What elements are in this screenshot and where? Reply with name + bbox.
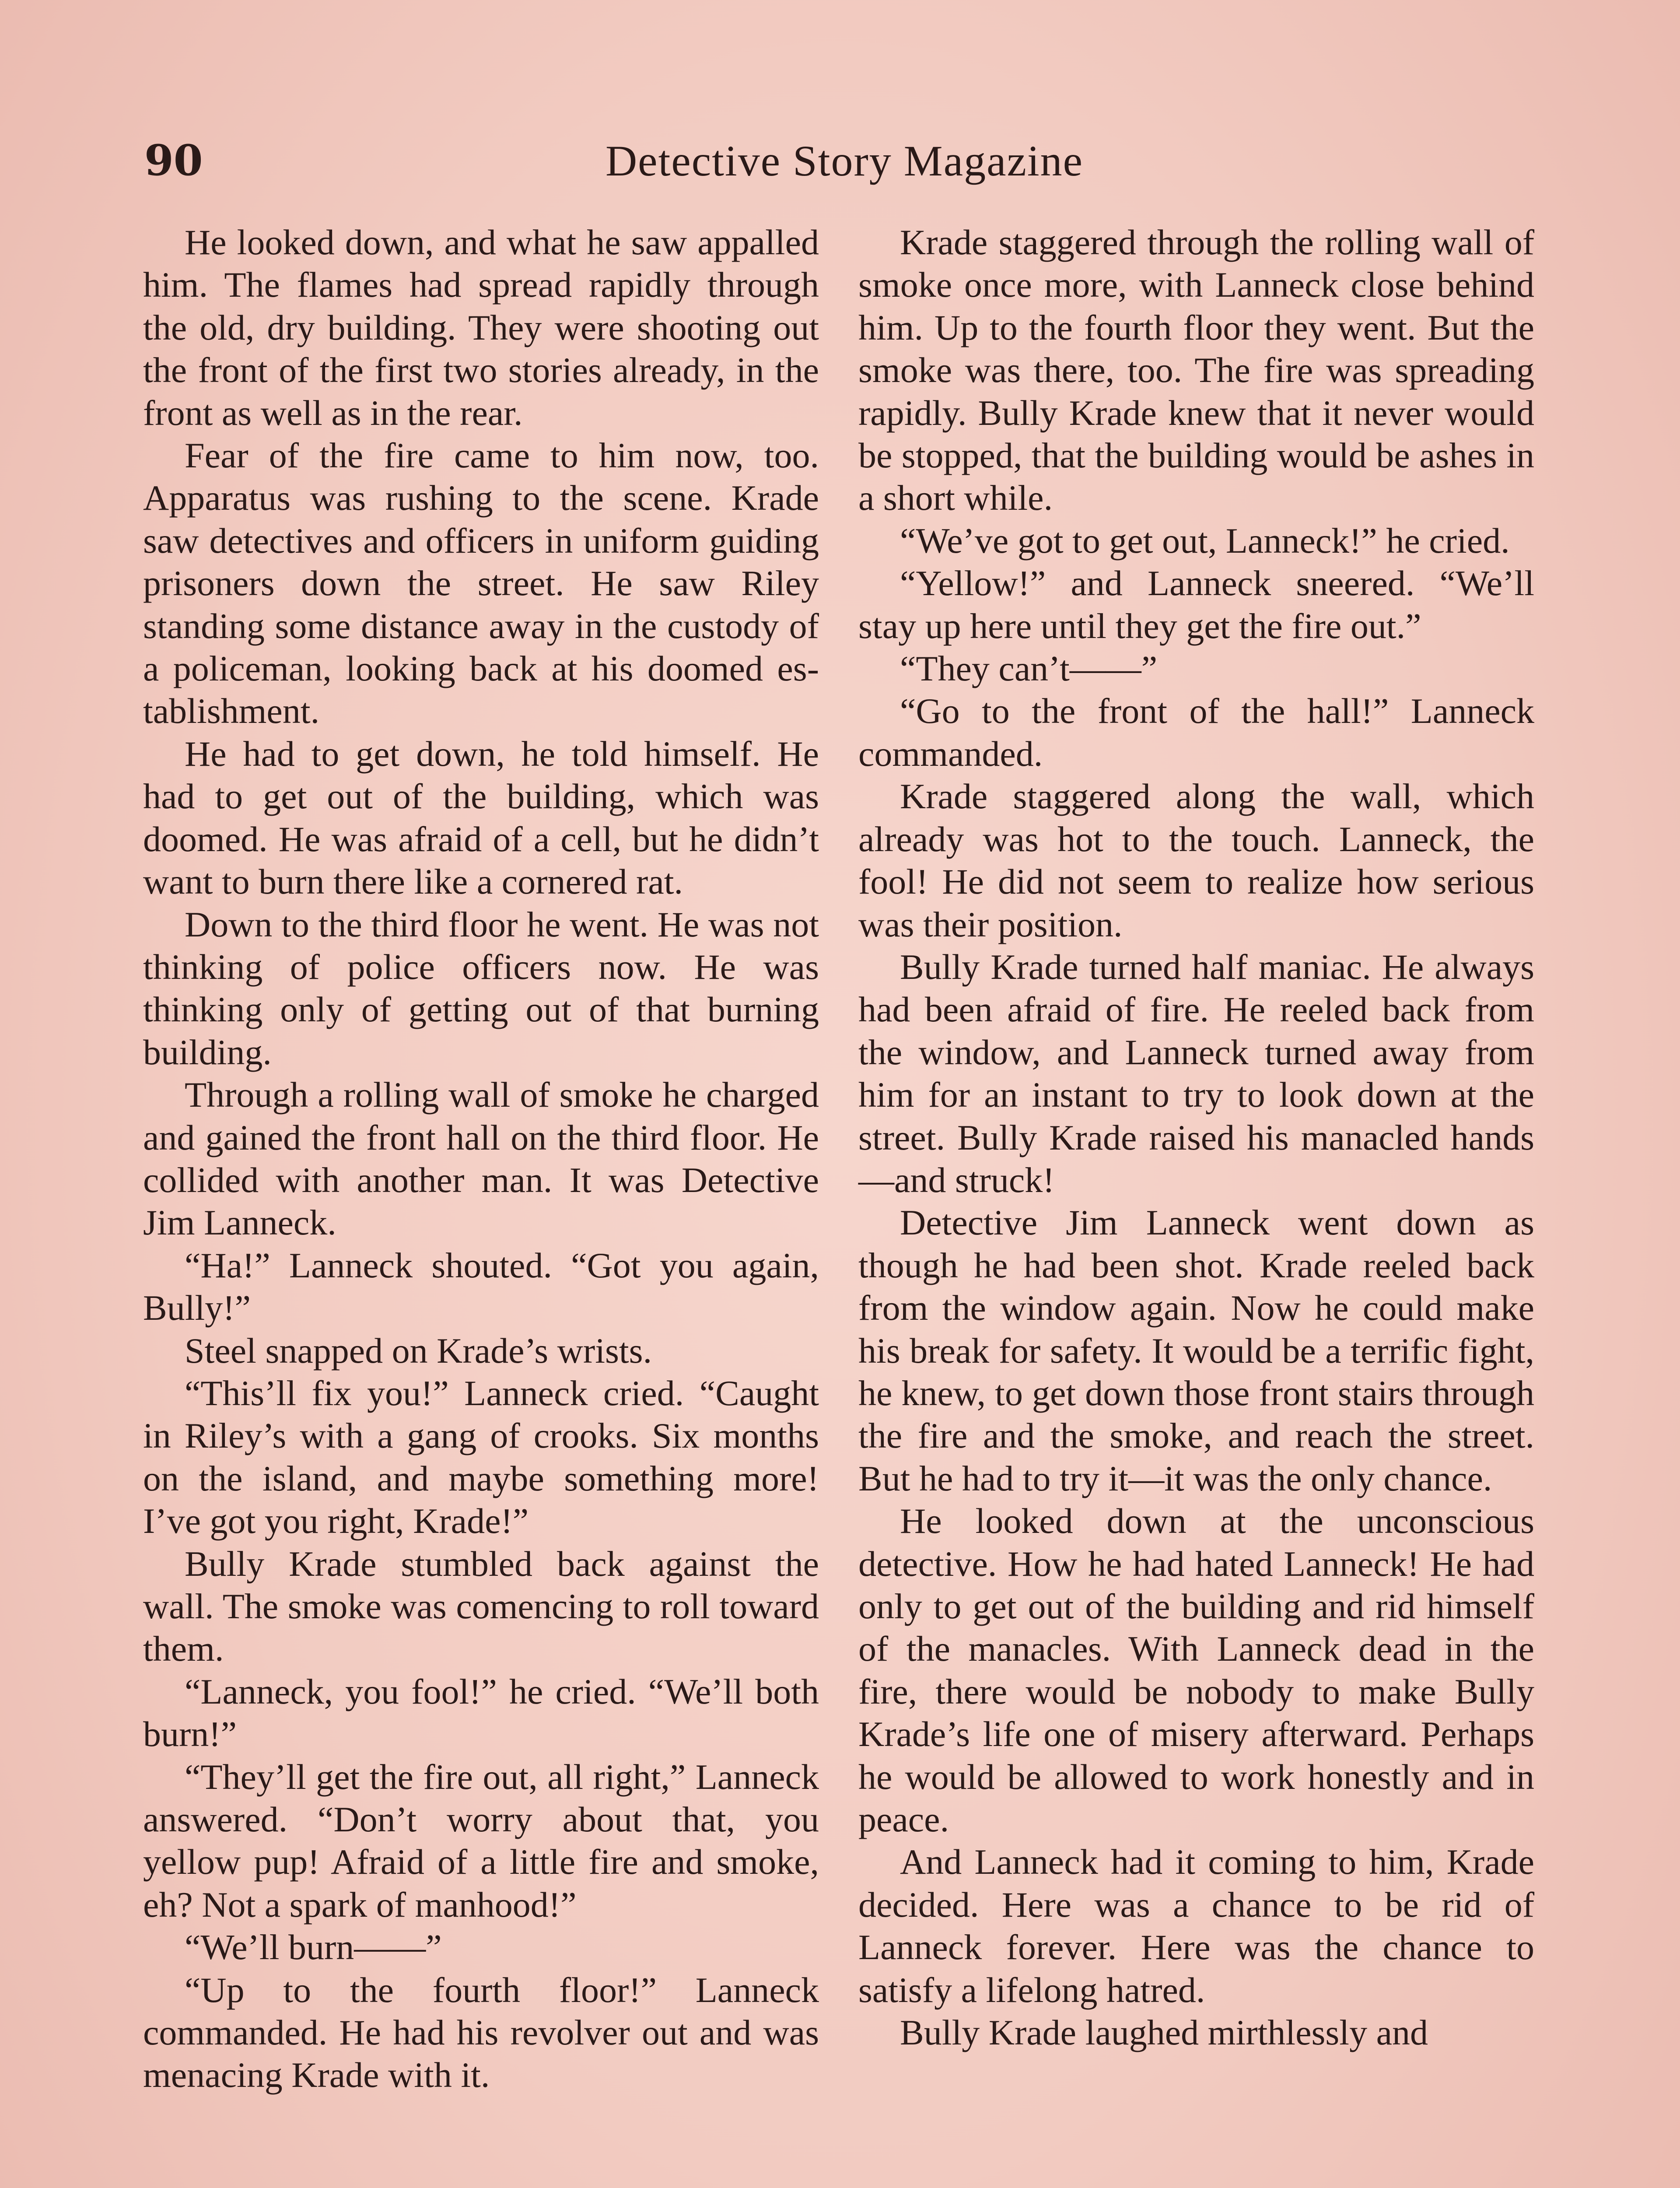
paragraph: “Yellow!” and Lanneck sneered. “We’ll stay up here until they get the fire out.”: [858, 563, 1534, 646]
page-header: [144, 127, 1544, 197]
paragraph: Down to the third floor he went. He was not thinking of police officers now. He was thinking only of getting out of that burning building.: [143, 904, 819, 1072]
paragraph: Bully Krade laughed mirthlessly and: [900, 2013, 1428, 2053]
paragraph: Steel snapped on Krade’s wrists.: [185, 1330, 652, 1371]
paragraph: “They’ll get the fire out, all right,” Lanneck answered. “Don’t worry about that, you yellow pup! Afraid of a little fire and smoke, eh? Not a spark of manhood!”: [143, 1757, 819, 1925]
paragraph: He had to get down, he told himself. He had to get out of the building, which was doomed. He was afraid of a cell, but he didn’t want to burn there like a cornered rat.: [143, 733, 819, 902]
paragraph: Bully Krade stumbled back against the wall. The smoke was comencing to roll toward them.: [143, 1543, 819, 1669]
paragraph: “Go to the front of the hall!” Lanneck commanded.: [858, 691, 1534, 774]
left-column: [143, 221, 819, 2097]
paragraph: And Lanneck had it coming to him, Krade decided. Here was a chance to be rid of Lanneck forever. Here was the chance to satisfy a lifelong hatred.: [858, 1842, 1534, 2010]
paragraph: Through a rolling wall of smoke he charged and gained the front hall on the third floor. He collided with another man. It was Detective Jim Lanneck.: [143, 1075, 819, 1243]
paragraph: “We’ve got to get out, Lanneck!” he cried.: [900, 520, 1510, 561]
paragraph: “They can’t——”: [900, 649, 1158, 689]
paragraph: “Lanneck, you fool!” he cried. “We’ll both burn!”: [143, 1671, 819, 1754]
paragraph: “This’ll fix you!” Lanneck cried. “Caught in Riley’s with a gang of crooks. Six months on the island, and maybe something more! I’ve got you right, Krade!”: [143, 1373, 819, 1541]
paragraph: “Up to the fourth floor!” Lanneck commanded. He had his revolver out and was menacing Krade with it.: [143, 1970, 819, 2095]
paragraph: “We’ll burn——”: [185, 1927, 442, 1967]
right-column: [858, 221, 1534, 2054]
paragraph: He looked down at the unconscious detective. How he had hated Lanneck! He had only to get out of the building and rid himself of the manacles. With Lanneck dead in the fire, there would be nobody to make Bully Krade’s life one of misery afterward. Perhaps he would be allowed to work honestly and in peace.: [858, 1501, 1534, 1840]
paragraph: Detective Jim Lanneck went down as though he had been shot. Krade reeled back from the window again. Now he could make his break for safety. It would be a terrific fight, he knew, to get down those front stairs through the fire and the smoke, and reach the street. But he had to try it—it was the only chance.: [858, 1203, 1534, 1498]
paragraph: Krade staggered along the wall, which already was hot to the touch. Lanneck, the fool! He did not seem to realize how serious was their position.: [858, 776, 1534, 944]
paragraph: Krade staggered through the rolling wall of smoke once more, with Lanneck close behind him. Up to the fourth floor they went. But the smoke was there, too. The fire was spreading rapidly. Bully Krade knew that it never would be stopped, that the building would be ashes in a short while.: [858, 222, 1534, 518]
running-title: Detective Story Magazine: [605, 137, 1084, 185]
paragraph: Fear of the fire came to him now, too. Apparatus was rushing to the scene. Krade saw detectives and officers in uniform guiding prisoners down the street. He saw Riley standing some distance away in the custody of a policeman, looking back at his doomed establishment.: [143, 435, 819, 731]
paragraph: Bully Krade turned half maniac. He always had been afraid of fire. He reeled back from the window, and Lanneck turned away from him for an instant to try to look down at the street. Bully Krade raised his manacled hands —and struck!: [858, 947, 1534, 1200]
paragraph: He looked down, and what he saw appalled him. The flames had spread rapidly through the old, dry building. They were shooting out the front of the first two stories already, in the front as well as in the rear.: [143, 222, 819, 433]
page-number: 90: [144, 136, 203, 185]
paragraph: “Ha!” Lanneck shouted. “Got you again, Bully!”: [143, 1245, 819, 1328]
